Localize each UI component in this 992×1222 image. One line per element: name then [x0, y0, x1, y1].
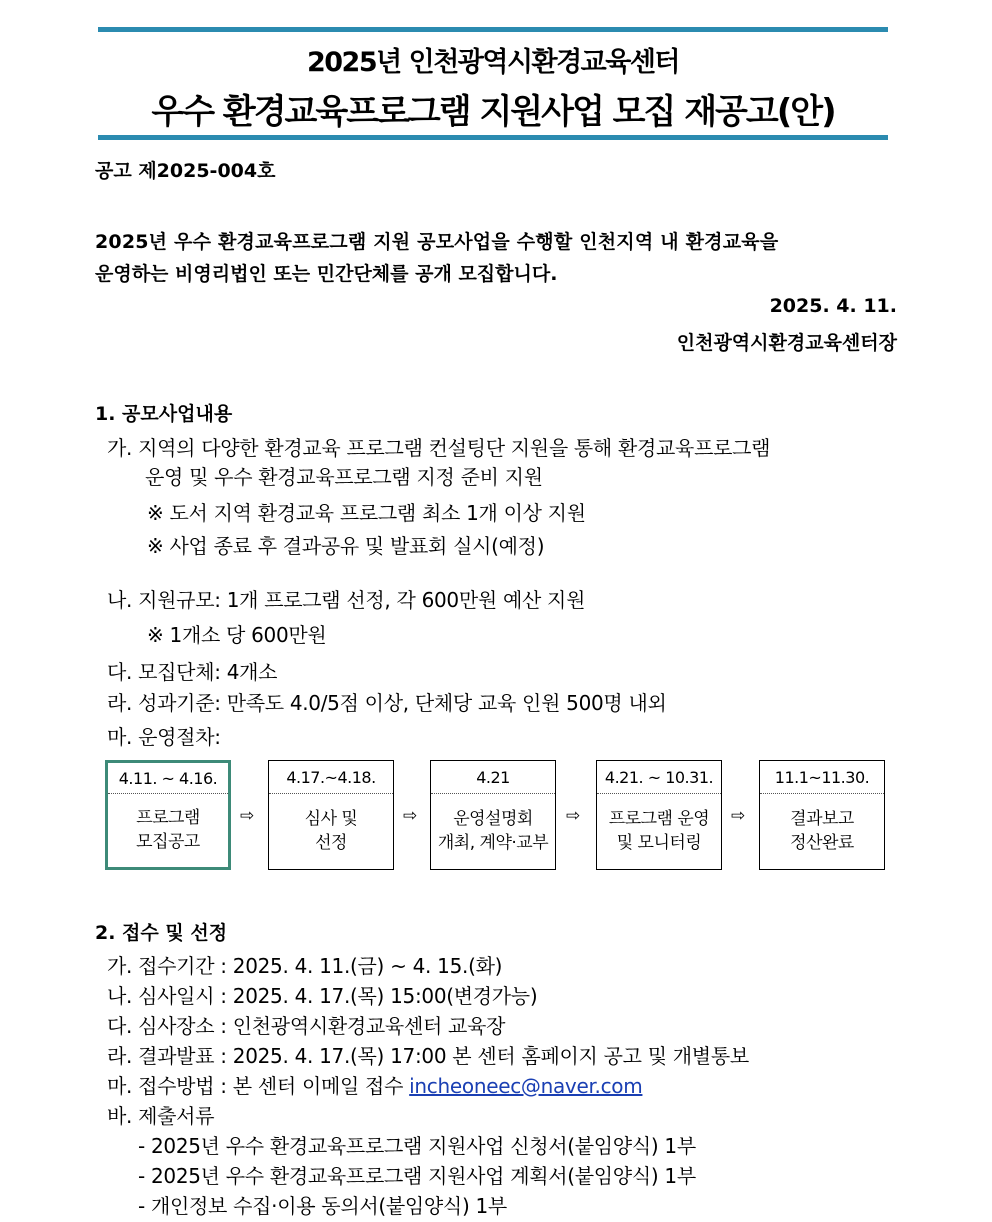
process-step-desc: 개최, 계약·교부	[437, 833, 549, 853]
process-step-desc: 및 모니터링	[616, 833, 702, 853]
section1-ga-line2: 운영 및 우수 환경교육프로그램 지정 준비 지원	[145, 465, 543, 489]
process-step-date: 4.21	[431, 761, 555, 794]
section1-ra: 라. 성과기준: 만족도 4.0/5점 이상, 단체당 교육 인원 500명 내외	[107, 691, 667, 715]
document-item: - 개인정보 수집·이용 동의서(붙임양식) 1부	[138, 1194, 507, 1218]
process-step-4	[596, 760, 722, 870]
process-step-date: 4.17.~4.18.	[269, 761, 393, 794]
process-step-desc: 운영설명회	[453, 809, 533, 829]
process-step-3	[430, 760, 556, 870]
right-arrow-icon: ⇨	[403, 806, 418, 826]
section2-ga: 가. 접수기간 : 2025. 4. 11.(금) ~ 4. 15.(화)	[107, 954, 503, 978]
section2-ra: 라. 결과발표 : 2025. 4. 17.(목) 17:00 본 센터 홈페이지 공고 및 개별통보	[107, 1044, 749, 1068]
section2-ma	[107, 1070, 642, 1099]
title-line-1: 2025년 인천광역시환경교육센터	[306, 47, 680, 78]
email-link[interactable]: incheoneec@naver.com	[409, 1074, 643, 1098]
process-step-date: 4.21. ~ 10.31.	[597, 761, 721, 794]
section1-ga-line1: 가. 지역의 다양한 환경교육 프로그램 컨설팅단 지원을 통해 환경교육프로그램	[107, 436, 771, 460]
header-top-rule	[98, 27, 888, 32]
notice-date: 2025. 4. 11.	[769, 295, 897, 317]
process-step-desc: 모집공고	[136, 832, 200, 852]
section2-da: 다. 심사장소 : 인천광역시환경교육센터 교육장	[107, 1014, 506, 1038]
process-step-desc: 프로그램 운영	[608, 809, 710, 829]
header-bottom-rule	[98, 135, 888, 140]
process-step-desc: 심사 및	[304, 809, 358, 829]
right-arrow-icon: ⇨	[240, 806, 255, 826]
process-step-desc: 선정	[315, 833, 347, 853]
right-arrow-icon: ⇨	[731, 806, 746, 826]
section1-ma: 마. 운영절차:	[107, 725, 221, 749]
process-step-desc: 프로그램	[136, 808, 200, 828]
notice-number: 공고 제2025-004호	[95, 160, 276, 182]
title-line-2: 우수 환경교육프로그램 지원사업 모집 재공고(안)	[151, 92, 835, 132]
process-step-date: 4.11. ~ 4.16.	[108, 763, 228, 794]
section2-heading: 2. 접수 및 선정	[95, 922, 228, 944]
section1-da: 다. 모집단체: 4개소	[107, 660, 278, 684]
intro-line-1: 2025년 우수 환경교육프로그램 지원 공모사업을 수행할 인천지역 내 환경교육을	[95, 231, 779, 253]
intro-line-2: 운영하는 비영리법인 또는 민간단체를 공개 모집합니다.	[95, 263, 558, 285]
right-arrow-icon: ⇨	[566, 806, 581, 826]
process-step-desc: 결과보고	[790, 809, 854, 829]
section2-ma-label: 마. 접수방법 : 본 센터 이메일 접수	[107, 1074, 404, 1098]
section1-ga-note2: ※ 사업 종료 후 결과공유 및 발표회 실시(예정)	[147, 534, 545, 558]
process-step-desc: 정산완료	[790, 833, 854, 853]
process-step-date: 11.1~11.30.	[760, 761, 884, 794]
process-step-2	[268, 760, 394, 870]
process-step-5	[759, 760, 885, 870]
process-step-1	[105, 760, 231, 870]
section1-na-note: ※ 1개소 당 600만원	[147, 623, 327, 647]
section1-ga-note1: ※ 도서 지역 환경교육 프로그램 최소 1개 이상 지원	[147, 501, 586, 525]
issuer-name: 인천광역시환경교육센터장	[676, 332, 897, 354]
section1-na: 나. 지원규모: 1개 프로그램 선정, 각 600만원 예산 지원	[107, 588, 586, 612]
section2-ba: 바. 제출서류	[107, 1104, 215, 1128]
section2-na: 나. 심사일시 : 2025. 4. 17.(목) 15:00(변경가능)	[107, 984, 538, 1008]
document-item: - 2025년 우수 환경교육프로그램 지원사업 신청서(붙임양식) 1부	[138, 1134, 696, 1158]
section1-heading: 1. 공모사업내용	[95, 403, 233, 425]
document-item: - 2025년 우수 환경교육프로그램 지원사업 계획서(붙임양식) 1부	[138, 1164, 696, 1188]
